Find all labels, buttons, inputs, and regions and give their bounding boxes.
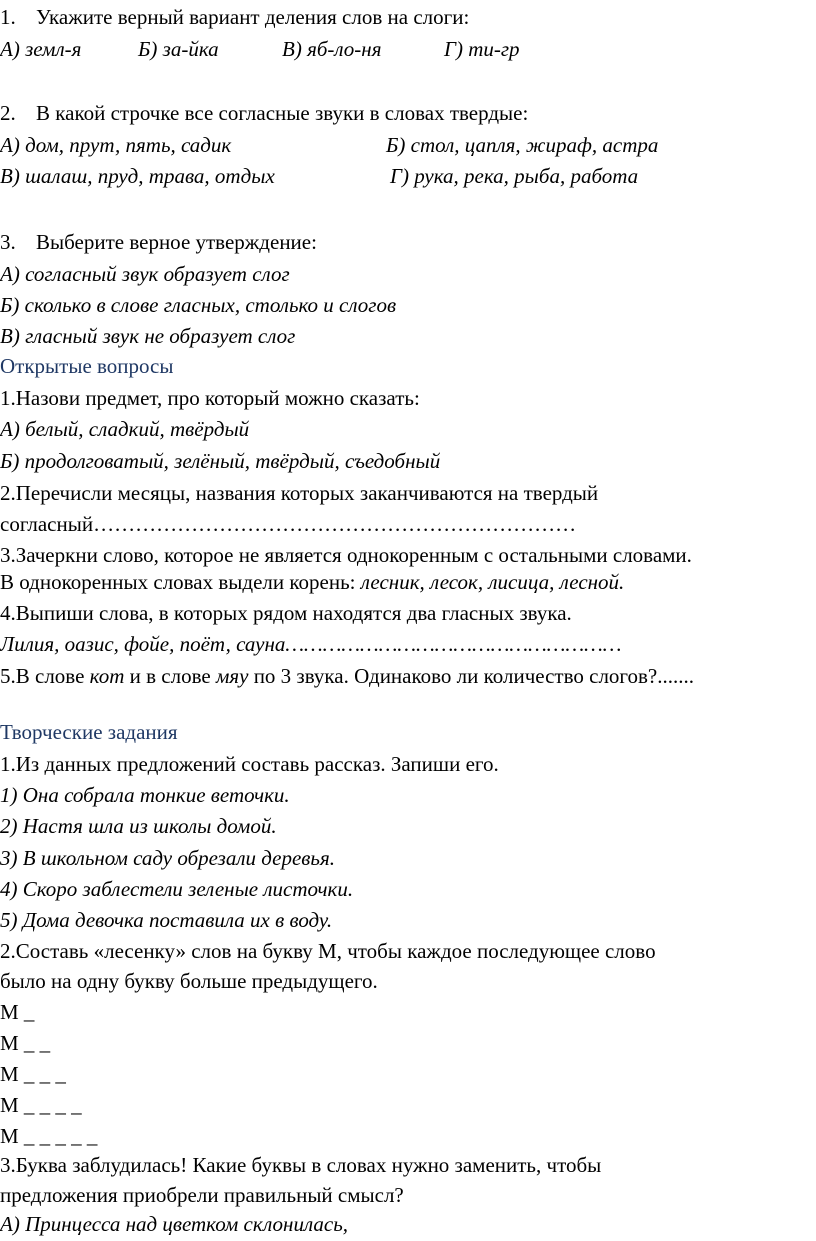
open-question-3-line-2 bbox=[0, 567, 624, 597]
mc-question-1-number: 1. bbox=[0, 5, 16, 29]
mc-question-2-text: В какой строчке все согласные звуки в словах твердые: bbox=[36, 101, 529, 125]
mc-question-3-text: Выберите верное утверждение: bbox=[36, 230, 317, 254]
open-q3-words: лесник, лесок, лисица, лесной. bbox=[360, 570, 625, 594]
open-question-3-line-1: 3.Зачеркни слово, которое не является однокоренным с остальными словами. bbox=[0, 543, 692, 567]
creative-task-3-line-2: предложения приобрели правильный смысл? bbox=[0, 1183, 404, 1207]
mc-q2-option-c: В) шалаш, пруд, трава, отдых bbox=[0, 164, 275, 188]
creative-t3-option-a: А) Принцесса над цветком склонилась, bbox=[0, 1212, 348, 1236]
section-heading-creative-tasks: Творческие задания bbox=[0, 720, 178, 744]
mc-question-3 bbox=[0, 227, 317, 257]
mc-q3-option-a: А) согласный звук образует слог bbox=[0, 262, 290, 286]
ladder-row: М _ _ _ _ bbox=[0, 1093, 82, 1117]
mc-q3-option-c: В) гласный звук не образует слог bbox=[0, 324, 296, 348]
mc-question-2-number: 2. bbox=[0, 101, 16, 125]
mc-question-3-number: 3. bbox=[0, 230, 16, 254]
creative-task-2-line-1: 2.Составь «лесенку» слов на букву М, чтобы каждое последующее слово bbox=[0, 939, 656, 963]
open-q1-option-a: А) белый, сладкий, твёрдый bbox=[0, 417, 250, 441]
open-q5-word-2: мяу bbox=[215, 664, 249, 688]
creative-task-2-line-2: было на одну букву больше предыдущего. bbox=[0, 969, 378, 993]
open-question-2-line-1: 2.Перечисли месяцы, названия которых заканчиваются на твердый bbox=[0, 481, 599, 505]
open-question-2-line-2: согласный…………………………………………………………… bbox=[0, 512, 577, 536]
creative-task-3-line-1: 3.Буква заблудилась! Какие буквы в словах нужно заменить, чтобы bbox=[0, 1153, 602, 1177]
mc-q3-option-b: Б) сколько в слове гласных, столько и слогов bbox=[0, 293, 397, 317]
mc-q2-option-a: А) дом, прут, пять, садик bbox=[0, 133, 232, 157]
open-question-5 bbox=[0, 661, 694, 691]
mc-q2-option-b: Б) стол, цапля, жираф, астра bbox=[386, 133, 659, 157]
mc-q1-option-b: Б) за-йка bbox=[138, 37, 219, 61]
open-q3-prefix: В однокоренных словах выдели корень: bbox=[0, 570, 361, 594]
open-question-1: 1.Назови предмет, про который можно сказать: bbox=[0, 386, 420, 410]
open-question-4: 4.Выпиши слова, в которых рядом находятся два гласных звука. bbox=[0, 601, 572, 625]
mc-question-2 bbox=[0, 98, 528, 128]
ladder-row: М _ _ _ bbox=[0, 1062, 66, 1086]
mc-question-1 bbox=[0, 2, 469, 32]
ladder-row: М _ _ bbox=[0, 1031, 51, 1055]
mc-question-1-text: Укажите верный вариант деления слов на слоги: bbox=[36, 5, 470, 29]
creative-t1-sentence: 2) Настя шла из школы домой. bbox=[0, 814, 277, 838]
open-q5-part-3: по 3 звука. Одинаково ли количество слогов?....... bbox=[248, 664, 695, 688]
ladder-row: М _ _ _ _ _ bbox=[0, 1124, 98, 1148]
creative-t1-sentence: 4) Скоро заблестели зеленые листочки. bbox=[0, 877, 354, 901]
creative-t1-sentence: 5) Дома девочка поставила их в воду. bbox=[0, 908, 333, 932]
mc-q1-option-a: А) земл-я bbox=[0, 37, 82, 61]
creative-task-1: 1.Из данных предложений составь рассказ. Запиши его. bbox=[0, 752, 499, 776]
open-q5-part-2: и в слове bbox=[124, 664, 216, 688]
open-q1-option-b: Б) продолговатый, зелёный, твёрдый, съедобный bbox=[0, 449, 441, 473]
creative-t1-sentence: 1) Она собрала тонкие веточки. bbox=[0, 783, 290, 807]
mc-q2-option-d: Г) рука, река, рыба, работа bbox=[390, 164, 639, 188]
open-q5-word-1: кот bbox=[89, 664, 125, 688]
mc-q1-option-d: Г) ти-гр bbox=[444, 37, 520, 61]
mc-q1-option-c: В) яб-ло-ня bbox=[282, 37, 382, 61]
open-q5-part-1: 5.В слове bbox=[0, 664, 90, 688]
creative-t1-sentence: 3) В школьном саду обрезали деревья. bbox=[0, 846, 335, 870]
ladder-row: М _ bbox=[0, 1000, 35, 1024]
open-q4-words: Лилия, оазис, фойе, поёт, сауна……………………………………………… bbox=[0, 632, 622, 656]
section-heading-open-questions: Открытые вопросы bbox=[0, 354, 174, 378]
